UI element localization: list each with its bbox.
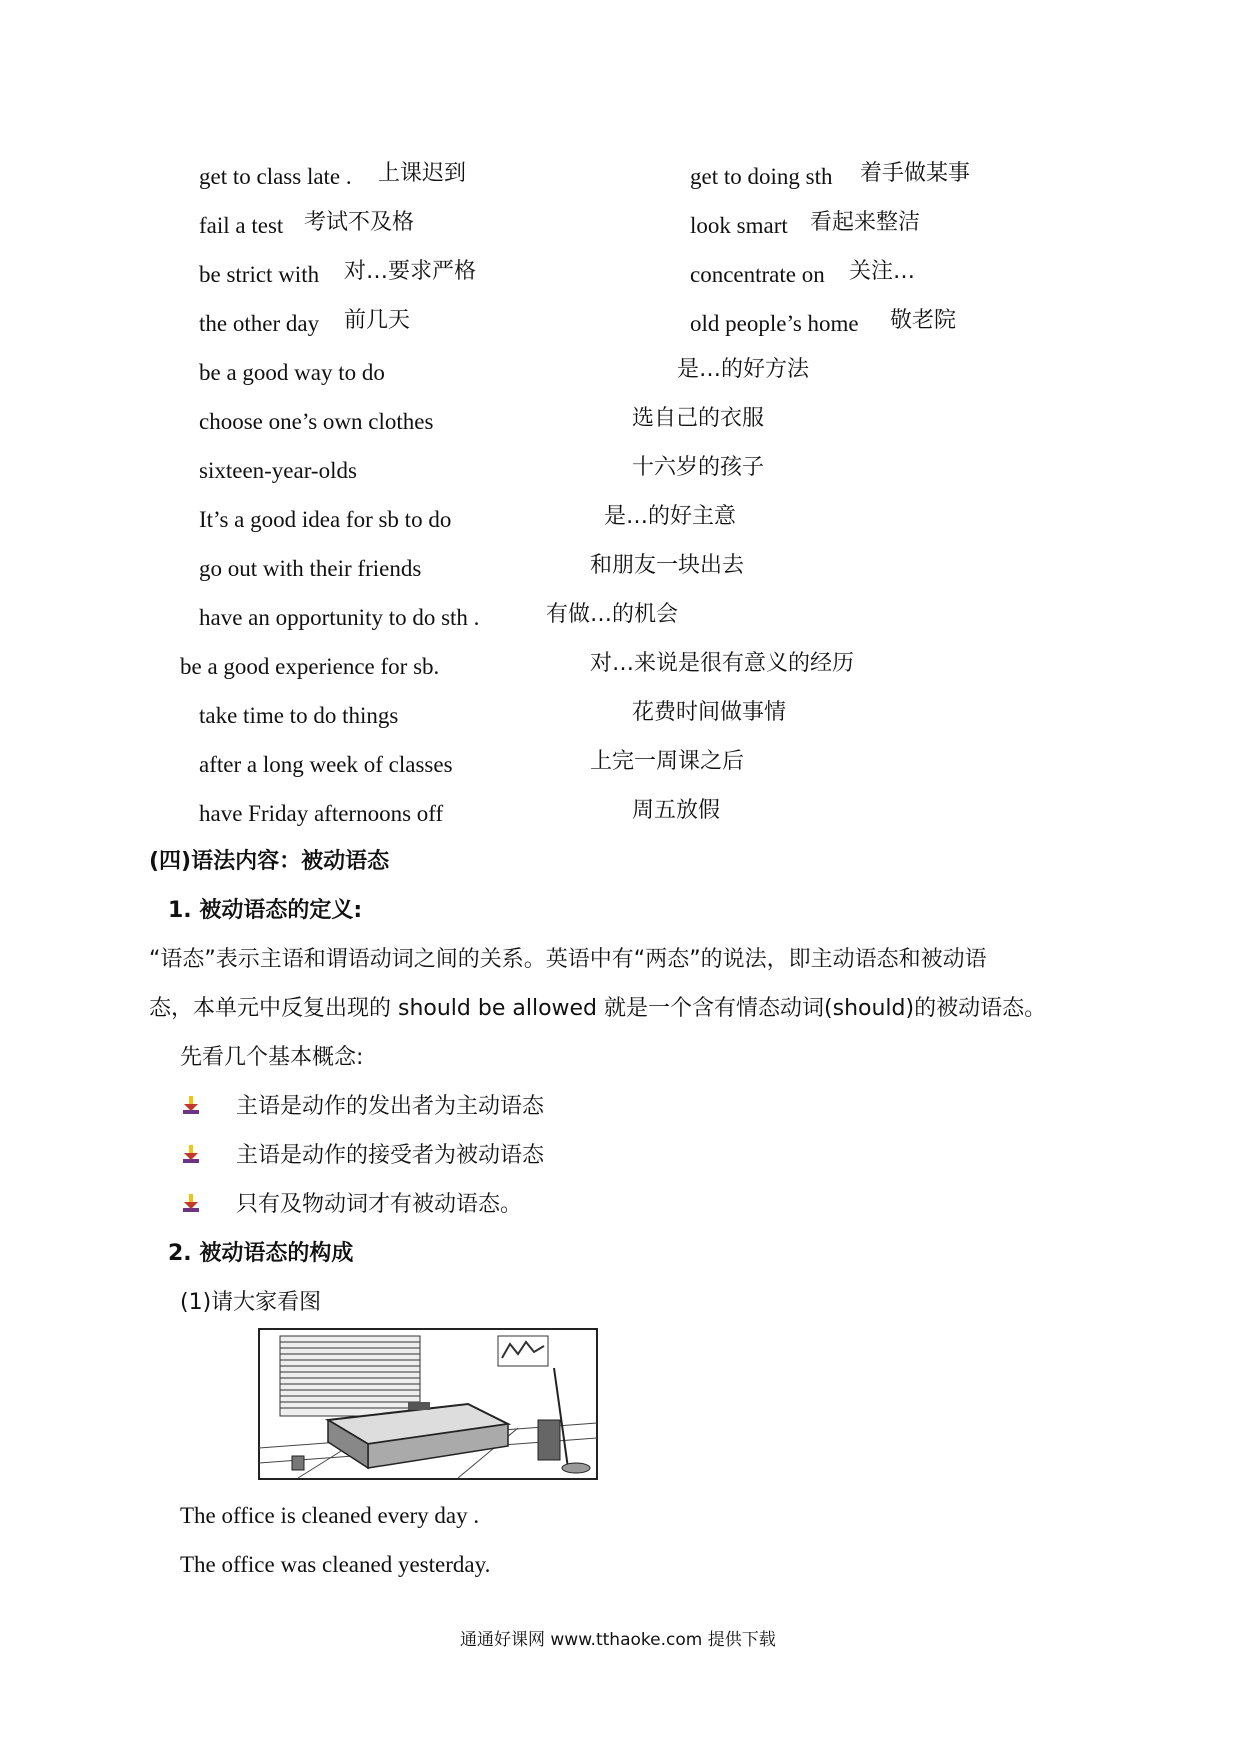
phrase-zh: 上完一周课之后 <box>590 749 745 774</box>
phrase-en: have Friday afternoons off <box>199 801 444 826</box>
arrow-bullet-icon <box>180 1094 202 1118</box>
bullet-text: 主语是动作的接受者为被动语态 <box>236 1143 545 1168</box>
phrase-zh: 是…的好方法 <box>677 357 810 382</box>
phrase-zh: 对…要求严格 <box>344 259 477 284</box>
phrase-en: go out with their friends <box>199 556 422 581</box>
phrase-zh: 对…来说是很有意义的经历 <box>590 651 855 676</box>
phrase-zh: 十六岁的孩子 <box>632 455 765 480</box>
phrase-en: after a long week of classes <box>199 752 453 777</box>
phrase-en: take time to do things <box>199 703 399 728</box>
definition-paragraph-line: “语态”表示主语和谓语动词之间的关系。英语中有“两态”的说法，即主动语态和被动语 <box>149 947 987 972</box>
phrase-en: sixteen-year-olds <box>199 458 357 483</box>
phrase-zh: 上课迟到 <box>378 161 467 186</box>
phrase-en: get to doing sth <box>690 164 833 189</box>
subsection-heading: 1. 被动语态的定义: <box>168 898 363 923</box>
phrase-en: fail a test <box>199 213 284 238</box>
phrase-zh: 前几天 <box>344 308 411 333</box>
phrase-zh: 敬老院 <box>890 308 957 333</box>
phrase-en: choose one’s own clothes <box>199 409 434 434</box>
bullet-text: 主语是动作的发出者为主动语态 <box>236 1094 545 1119</box>
section-heading: (四)语法内容：被动语态 <box>149 849 390 874</box>
phrase-zh: 周五放假 <box>632 798 721 823</box>
subsection-heading: 2. 被动语态的构成 <box>168 1241 354 1266</box>
phrase-zh: 和朋友一块出去 <box>590 553 745 578</box>
example-sentence: The office was cleaned yesterday. <box>180 1552 491 1577</box>
phrase-zh: 考试不及格 <box>304 210 415 235</box>
phrase-zh: 花费时间做事情 <box>632 700 787 725</box>
phrase-zh: 选自己的衣服 <box>632 406 765 431</box>
phrase-zh: 着手做某事 <box>860 161 971 186</box>
definition-paragraph-line: 态，本单元中反复出现的 should be allowed 就是一个含有情态动词(should)的被动语态。 <box>149 996 1047 1021</box>
arrow-bullet-icon <box>180 1192 202 1216</box>
intro-text: 先看几个基本概念: <box>180 1045 364 1070</box>
example-sentence: The office is cleaned every day . <box>180 1503 480 1528</box>
phrase-zh: 是…的好主意 <box>604 504 737 529</box>
phrase-en: It’s a good idea for sb to do <box>199 507 452 532</box>
phrase-en: be strict with <box>199 262 320 287</box>
bullet-text: 只有及物动词才有被动语态。 <box>236 1192 523 1217</box>
phrase-en: be a good experience for sb. <box>180 654 440 679</box>
phrase-en: have an opportunity to do sth . <box>199 605 480 630</box>
phrase-en: the other day <box>199 311 320 336</box>
phrase-en: be a good way to do <box>199 360 385 385</box>
arrow-bullet-icon <box>180 1143 202 1167</box>
phrase-zh: 有做…的机会 <box>546 602 679 627</box>
office-illustration <box>258 1328 598 1480</box>
phrase-en: look smart <box>690 213 788 238</box>
phrase-en: concentrate on <box>690 262 825 287</box>
phrase-en: old people’s home <box>690 311 859 336</box>
page-footer: 通通好课网 www.tthaoke.com 提供下载 <box>460 1630 776 1650</box>
phrase-zh: 关注… <box>849 259 916 284</box>
figure-caption: (1)请大家看图 <box>180 1290 322 1315</box>
phrase-zh: 看起来整洁 <box>810 210 921 235</box>
phrase-en: get to class late . <box>199 164 352 189</box>
